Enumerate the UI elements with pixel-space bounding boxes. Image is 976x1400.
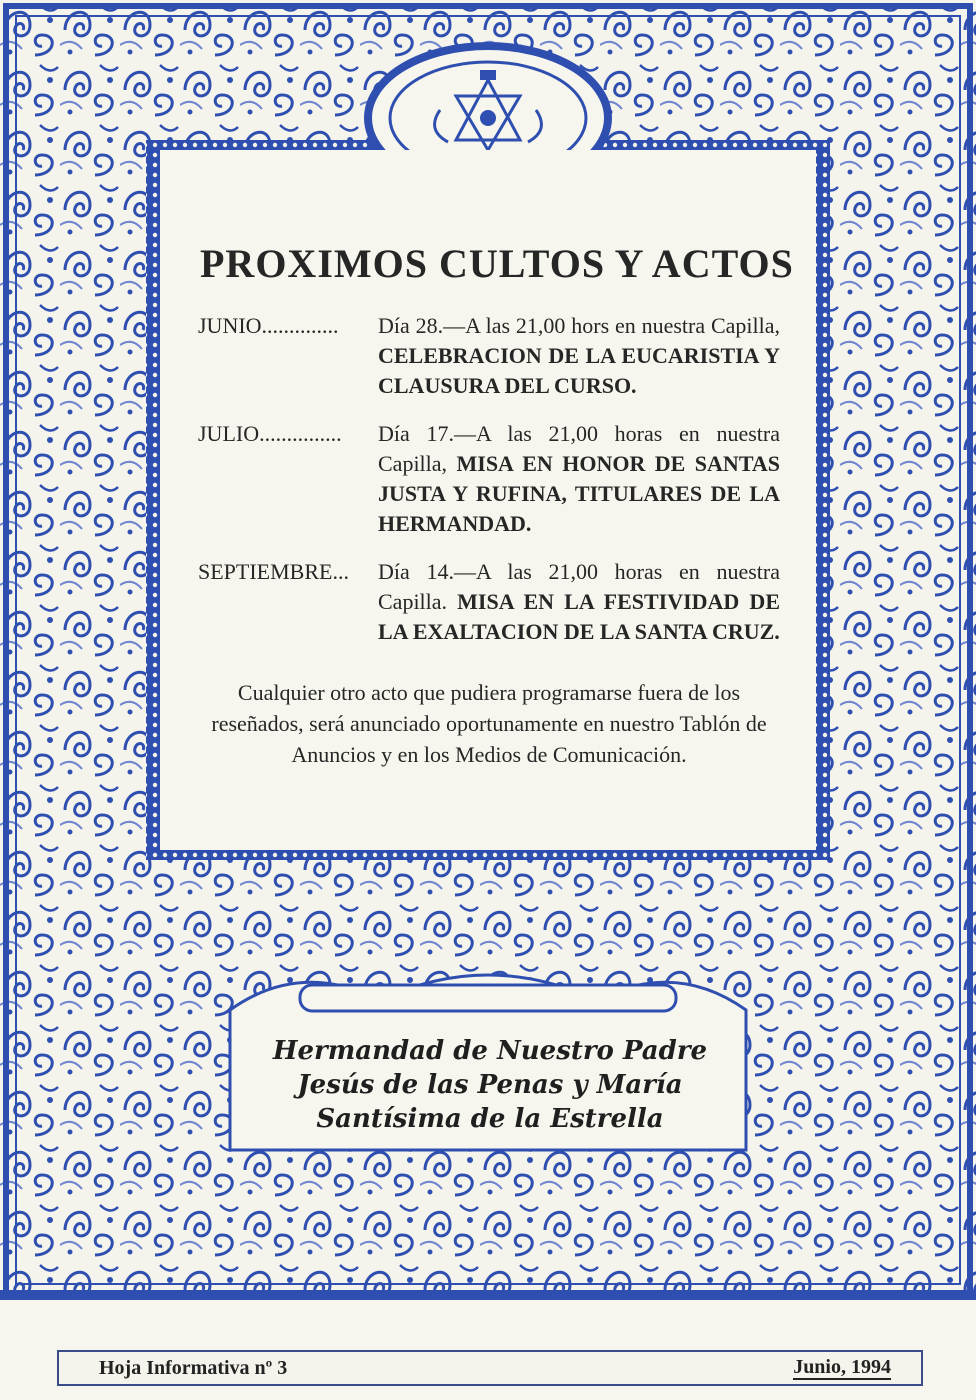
event-title: MISA EN LA FESTIVIDAD DE LA EXALTACION DE LA SANTA CRUZ. [378, 589, 780, 644]
brotherhood-line: Hermandad de Nuestro Padre [272, 1036, 708, 1066]
publication-label: Hoja Informativa nº 3 [99, 1356, 288, 1379]
event-july [198, 419, 780, 539]
brotherhood-line: Jesús de las Penas y María [297, 1070, 683, 1100]
event-title: CELEBRACION DE LA EUCARISTIA Y CLAUSURA DEL CURSO. [378, 343, 780, 398]
announcement-note: Cualquier otro acto que pudiera programarse fuera de los reseñados, será anunciado oportunamente en nuestro Tablón de Anuncios y en los Medios de Comunicación. [211, 680, 767, 767]
announcement-content [198, 240, 794, 770]
event-description [378, 419, 780, 539]
event-text: Día 28.—A las 21,00 hors en nuestra Capilla, [378, 313, 780, 338]
footer-bar [57, 1350, 923, 1386]
event-september [198, 557, 780, 647]
event-text: Día 14.—A las 21,00 horas en nuestra Capilla. [378, 559, 780, 614]
event-month: JUNIO.............. [198, 313, 339, 338]
event-title: MISA EN HONOR DE SANTAS JUSTA Y RUFINA, TITULARES DE LA HERMANDAD. [378, 451, 780, 536]
publication-date: Junio, 1994 [793, 1356, 891, 1378]
brotherhood-line: Santísima de la Estrella [316, 1104, 664, 1134]
event-month: JULIO............... [198, 421, 342, 446]
brotherhood-name [260, 1034, 720, 1136]
event-text: Día 17.—A las 21,00 horas en nuestra Capilla, [378, 421, 780, 476]
event-description [378, 311, 780, 401]
event-june [198, 311, 780, 401]
event-description [378, 557, 780, 647]
event-month: SEPTIEMBRE... [198, 559, 349, 584]
page-title: PROXIMOS CULTOS Y ACTOS [200, 241, 794, 286]
